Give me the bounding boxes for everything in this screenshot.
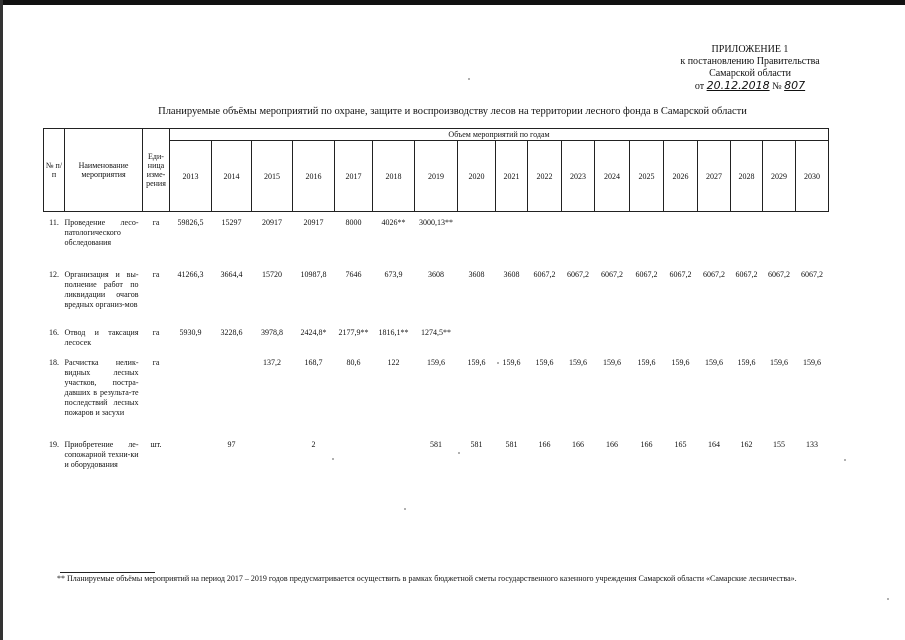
value-cell [458, 212, 496, 260]
row-unit: га [152, 269, 160, 279]
value-cell: 159,6 [502, 357, 521, 367]
value-cell: 6067,2 [703, 269, 725, 279]
value-cell: 10987,8 [300, 269, 327, 279]
value-cell [528, 212, 562, 260]
number-prefix: № [772, 81, 782, 92]
value-cell: 581 [430, 439, 442, 449]
value-cell [698, 318, 731, 348]
year-header: 2016 [293, 141, 335, 212]
value-cell: 166 [572, 439, 584, 449]
row-number: 19. [49, 439, 59, 449]
value-cell [763, 318, 796, 348]
value-cell: 166 [640, 439, 653, 449]
year-header: 2030 [796, 141, 829, 212]
value-cell: 41266,3 [177, 269, 204, 279]
value-cell [796, 318, 829, 348]
row-name: Проведение лесо-патологического обследования [64, 218, 139, 247]
scan-border-left [0, 0, 3, 640]
footnote-separator [60, 572, 155, 573]
value-cell: 20917 [303, 218, 324, 227]
value-cell: 6067,2 [735, 269, 758, 279]
value-cell: 3228,6 [220, 327, 243, 337]
value-cell [595, 318, 630, 348]
value-cell: 159,6 [427, 357, 445, 367]
value-cell [664, 212, 698, 260]
value-cell: 159,6 [569, 357, 587, 367]
value-cell [373, 430, 415, 470]
scan-speck [497, 362, 499, 364]
scan-speck [404, 508, 406, 510]
value-cell: 8000 [345, 218, 362, 227]
value-cell [170, 430, 212, 470]
value-cell [496, 212, 528, 260]
value-cell: 673,9 [384, 269, 403, 279]
value-cell: 3664,4 [220, 269, 243, 279]
row-name: Приобретение ле-сопожарной техни-ки и оборудования [64, 439, 139, 469]
scan-speck [332, 458, 334, 460]
col-header-num: № п/п [44, 129, 65, 212]
value-cell [630, 212, 664, 260]
value-cell [731, 212, 763, 260]
value-cell: 2 [311, 439, 316, 449]
year-header: 2024 [595, 141, 630, 212]
value-cell: 6067,2 [533, 269, 556, 279]
scan-speck [887, 598, 889, 600]
value-cell [664, 318, 698, 348]
value-cell [458, 318, 496, 348]
number-value: 807 [784, 79, 806, 92]
value-cell: 3608 [503, 269, 520, 279]
appendix-line3: Самарской области [709, 68, 791, 79]
value-cell [630, 318, 664, 348]
year-header: 2013 [170, 141, 212, 212]
value-cell: 1816,1** [378, 327, 409, 337]
value-cell [562, 212, 595, 260]
year-header: 2023 [562, 141, 595, 212]
row-number: 16. [49, 327, 59, 337]
year-header: 2025 [630, 141, 664, 212]
value-cell: 6067,2 [567, 269, 589, 279]
value-cell: 15720 [262, 269, 282, 279]
value-cell [731, 318, 763, 348]
value-cell: 166 [606, 439, 618, 449]
row-name: Расчистка нелик-видных лесных участков, постра-давших в результа-те последствий лесных пожаров и засухи [64, 357, 139, 417]
value-cell: 581 [470, 439, 483, 449]
row-number: 11. [49, 218, 59, 227]
value-cell [562, 318, 595, 348]
appendix-header [640, 44, 860, 93]
scan-speck [458, 452, 460, 454]
value-cell: 6067,2 [601, 269, 623, 279]
value-cell: 97 [227, 439, 236, 449]
value-cell: 168,7 [304, 357, 323, 367]
row-unit: га [152, 218, 160, 227]
year-header: 2029 [763, 141, 796, 212]
value-cell [763, 212, 796, 260]
table-row [44, 318, 829, 348]
scan-speck [468, 78, 470, 80]
value-cell: 7646 [345, 269, 362, 279]
row-number: 18. [49, 357, 59, 367]
value-cell [595, 212, 630, 260]
value-cell [698, 212, 731, 260]
value-cell: 159,6 [637, 357, 656, 367]
value-cell: 6067,2 [768, 269, 790, 279]
appendix-line2: к постановлению Правительства [680, 56, 820, 67]
table-row [44, 260, 829, 318]
value-cell: 159,6 [467, 357, 486, 367]
date-value: 20.12.2018 [706, 79, 770, 92]
document-title: Планируемые объёмы мероприятий по охране, защите и воспроизводству лесов на территории лесного фонда в Самарской области [158, 106, 747, 117]
year-header: 2014 [212, 141, 252, 212]
value-cell: 137,2 [263, 357, 281, 367]
value-cell [170, 348, 212, 430]
value-cell: 133 [806, 439, 818, 449]
measures-table [43, 128, 829, 470]
table-row [44, 430, 829, 470]
value-cell: 2424,8* [300, 327, 327, 337]
value-cell: 59826,5 [177, 218, 204, 227]
value-cell: 15297 [221, 218, 242, 227]
value-cell: 159,6 [705, 357, 723, 367]
year-header: 2026 [664, 141, 698, 212]
value-cell: 1274,5** [421, 327, 451, 337]
value-cell: 159,6 [671, 357, 690, 367]
table-row [44, 212, 829, 260]
value-cell: 155 [773, 439, 785, 449]
value-cell: 159,6 [737, 357, 756, 367]
value-cell: 6067,2 [801, 269, 823, 279]
value-cell: 122 [387, 357, 400, 367]
year-header: 2021 [496, 141, 528, 212]
value-cell: 166 [538, 439, 551, 449]
value-cell: 159,6 [603, 357, 621, 367]
col-header-unit: Еди-ница изме-рения [143, 129, 170, 212]
row-unit: шт. [150, 439, 162, 449]
value-cell [528, 318, 562, 348]
row-name: Организация и вы-полнение работ по ликвидации очагов вредных организ-мов [64, 269, 139, 309]
row-name: Отвод и таксация лесосек [64, 327, 139, 347]
year-header: 2020 [458, 141, 496, 212]
value-cell: 159,6 [803, 357, 821, 367]
scan-border-top [0, 0, 905, 5]
value-cell: 2177,9** [338, 327, 369, 337]
year-header: 2015 [252, 141, 293, 212]
value-cell: 80,6 [346, 357, 361, 367]
value-cell [496, 318, 528, 348]
value-cell: 581 [505, 439, 518, 449]
value-cell: 159,6 [535, 357, 554, 367]
row-unit: га [152, 327, 160, 337]
value-cell: 3608 [428, 269, 444, 279]
row-number: 12. [49, 269, 59, 279]
row-unit: га [152, 357, 160, 367]
value-cell: 5930,9 [179, 327, 202, 337]
value-cell: 162 [740, 439, 753, 449]
value-cell: 6067,2 [635, 269, 658, 279]
value-cell: 3608 [468, 269, 485, 279]
value-cell: 6067,2 [669, 269, 692, 279]
year-header: 2027 [698, 141, 731, 212]
date-prefix: от [694, 81, 705, 92]
appendix-date-line [640, 80, 860, 93]
value-cell [252, 430, 293, 470]
value-cell [796, 212, 829, 260]
value-cell [335, 430, 373, 470]
value-cell: 3000,13** [419, 218, 453, 227]
year-header: 2019 [415, 141, 458, 212]
col-header-years-group: Объем мероприятий по годам [170, 129, 829, 141]
value-cell: 3978,8 [261, 327, 283, 337]
value-cell: 4026** [381, 218, 406, 227]
year-header: 2018 [373, 141, 415, 212]
value-cell: 20917 [262, 218, 282, 227]
year-header: 2028 [731, 141, 763, 212]
value-cell: 165 [674, 439, 687, 449]
value-cell: 159,6 [770, 357, 788, 367]
scan-speck [844, 459, 846, 461]
footnote: ** Планируемые объёмы мероприятий на период 2017 – 2019 годов предусматривается осуществить в рамках бюджетной сметы государственного казенного учреждения Самарской области «Самарские лесничества». [57, 574, 797, 583]
year-header: 2017 [335, 141, 373, 212]
appendix-line1: ПРИЛОЖЕНИЕ 1 [711, 44, 789, 55]
value-cell: 164 [708, 439, 720, 449]
col-header-name: Наименование мероприятия [65, 129, 143, 212]
year-header: 2022 [528, 141, 562, 212]
table-row [44, 348, 829, 430]
value-cell [212, 348, 252, 430]
